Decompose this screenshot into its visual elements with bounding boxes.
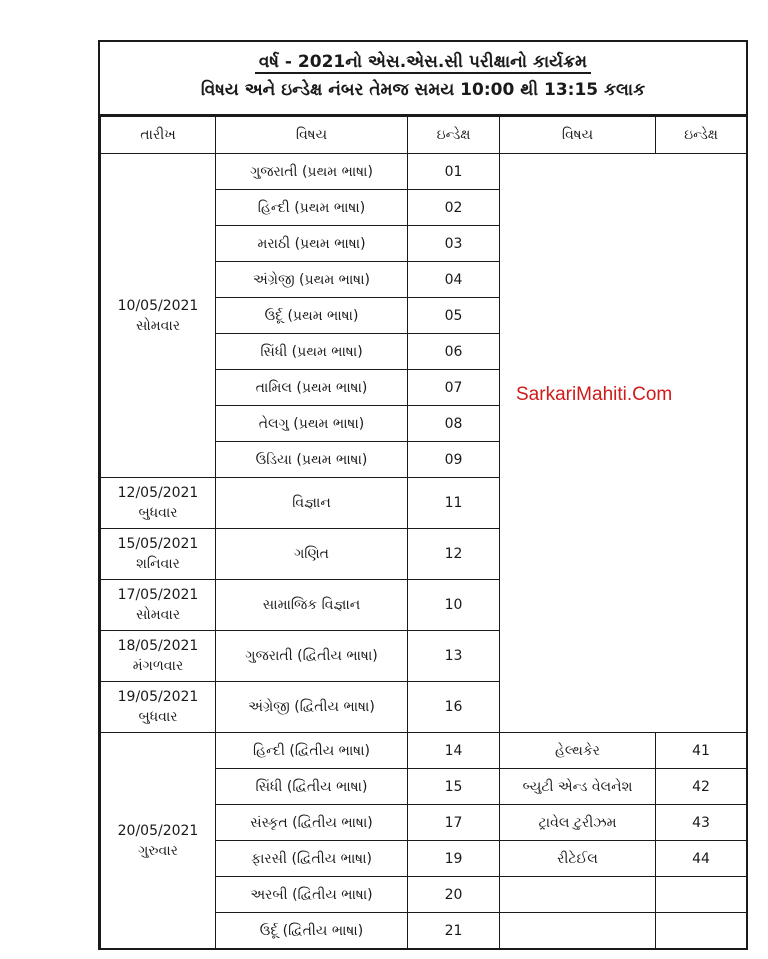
index-cell: 01 bbox=[408, 154, 500, 190]
subject-cell: સંસ્કૃત (દ્વિતીય ભાષા) bbox=[216, 805, 408, 841]
weekday-text: બુધવાર bbox=[138, 505, 178, 521]
watermark-text: SarkariMahiti.Com bbox=[516, 384, 673, 405]
subject-cell: ઉર્દૂ (પ્રથમ ભાષા) bbox=[216, 298, 408, 334]
date-text: 18/05/2021 bbox=[117, 638, 199, 654]
subject-cell: હિન્દી (દ્વિતીય ભાષા) bbox=[216, 733, 408, 769]
schedule-table bbox=[100, 116, 747, 949]
index-cell: 17 bbox=[408, 805, 500, 841]
index2-cell bbox=[656, 877, 747, 913]
subject-cell: અંગ્રેજી (દ્વિતીય ભાષા) bbox=[216, 682, 408, 733]
index-cell: 03 bbox=[408, 226, 500, 262]
col-header-subject: વિષય bbox=[216, 117, 408, 154]
weekday-text: સોમવાર bbox=[135, 317, 181, 334]
date-cell bbox=[101, 580, 216, 631]
subject-cell: સિંધી (પ્રથમ ભાષા) bbox=[216, 334, 408, 370]
subject-cell: સામાજિક વિજ્ઞાન bbox=[216, 580, 408, 631]
subject-cell: અંગ્રેજી (પ્રથમ ભાષા) bbox=[216, 262, 408, 298]
subject-cell: હિન્દી (પ્રથમ ભાષા) bbox=[216, 190, 408, 226]
index2-cell: 43 bbox=[656, 805, 747, 841]
date-text: 17/05/2021 bbox=[117, 587, 199, 603]
schedule-title: વર્ષ - 2021નો એસ.એસ.સી પરીક્ષાનો કાર્યક્રમ bbox=[100, 52, 746, 72]
date-text: 19/05/2021 bbox=[117, 689, 199, 705]
subject2-cell: રીટેઈલ bbox=[500, 841, 656, 877]
date-cell bbox=[101, 631, 216, 682]
index-cell: 05 bbox=[408, 298, 500, 334]
subject-cell: વિજ્ઞાન bbox=[216, 478, 408, 529]
subject-cell: અરબી (દ્વિતીય ભાષા) bbox=[216, 877, 408, 913]
weekday-text: મંગળવાર bbox=[132, 658, 184, 674]
subject-cell: ઉડિયા (પ્રથમ ભાષા) bbox=[216, 442, 408, 478]
index2-cell: 41 bbox=[656, 733, 747, 769]
index-cell: 02 bbox=[408, 190, 500, 226]
subject-cell: તામિલ (પ્રથમ ભાષા) bbox=[216, 370, 408, 406]
weekday-text: બુધવાર bbox=[138, 709, 178, 725]
subject-cell: મરાઠી (પ્રથમ ભાષા) bbox=[216, 226, 408, 262]
date-cell bbox=[101, 682, 216, 733]
subject2-cell bbox=[500, 877, 656, 913]
index-cell: 14 bbox=[408, 733, 500, 769]
schedule-subtitle: વિષય અને ઇન્ડેક્ષ નંબર તેમજ સમય 10:00 થી 13:15 કલાક bbox=[200, 80, 646, 100]
date-text: 20/05/2021 bbox=[117, 822, 199, 839]
index2-cell bbox=[656, 913, 747, 949]
date-cell bbox=[101, 733, 216, 949]
exam-schedule-sheet bbox=[98, 40, 748, 950]
index-cell: 19 bbox=[408, 841, 500, 877]
schedule-header bbox=[100, 42, 746, 116]
weekday-text: સોમવાર bbox=[135, 607, 181, 623]
side-blank-block bbox=[500, 154, 747, 733]
subject-cell: ગુજરાતી (દ્વિતીય ભાષા) bbox=[216, 631, 408, 682]
index-cell: 09 bbox=[408, 442, 500, 478]
index-cell: 20 bbox=[408, 877, 500, 913]
subject2-cell bbox=[500, 913, 656, 949]
index2-cell: 42 bbox=[656, 769, 747, 805]
subject-cell: ગણિત bbox=[216, 529, 408, 580]
subject-cell: ગુજરાતી (પ્રથમ ભાષા) bbox=[216, 154, 408, 190]
index-cell: 10 bbox=[408, 580, 500, 631]
index-cell: 12 bbox=[408, 529, 500, 580]
subject-cell: ઉર્દૂ (દ્વિતીય ભાષા) bbox=[216, 913, 408, 949]
subject-cell: સિંધી (દ્વિતીય ભાષા) bbox=[216, 769, 408, 805]
subject2-cell: હેલ્થકેર bbox=[500, 733, 656, 769]
subject2-cell: ટ્રાવેલ ટુરીઝમ bbox=[500, 805, 656, 841]
index-cell: 16 bbox=[408, 682, 500, 733]
index-cell: 21 bbox=[408, 913, 500, 949]
date-text: 10/05/2021 bbox=[117, 297, 199, 314]
table-row bbox=[101, 733, 747, 769]
index2-cell: 44 bbox=[656, 841, 747, 877]
date-cell bbox=[101, 154, 216, 478]
table-header-row bbox=[101, 117, 747, 154]
index-cell: 07 bbox=[408, 370, 500, 406]
schedule-body bbox=[101, 154, 747, 949]
index-cell: 04 bbox=[408, 262, 500, 298]
date-cell bbox=[101, 529, 216, 580]
table-row bbox=[101, 154, 747, 190]
date-text: 12/05/2021 bbox=[117, 485, 199, 501]
index-cell: 06 bbox=[408, 334, 500, 370]
col-header-index2: ઇન્ડેક્ષ bbox=[656, 117, 747, 154]
col-header-subject2: વિષય bbox=[500, 117, 656, 154]
col-header-date: તારીખ bbox=[101, 117, 216, 154]
date-text: 15/05/2021 bbox=[117, 536, 199, 552]
date-cell bbox=[101, 478, 216, 529]
index-cell: 08 bbox=[408, 406, 500, 442]
weekday-text: શનિવાર bbox=[136, 556, 180, 572]
subject-cell: ફારસી (દ્વિતીય ભાષા) bbox=[216, 841, 408, 877]
index-cell: 13 bbox=[408, 631, 500, 682]
weekday-text: ગુરુવાર bbox=[138, 842, 178, 859]
index-cell: 11 bbox=[408, 478, 500, 529]
col-header-index: ઇન્ડેક્ષ bbox=[408, 117, 500, 154]
subject-cell: તેલગુ (પ્રથમ ભાષા) bbox=[216, 406, 408, 442]
subject2-cell: બ્યુટી એન્ડ વેલનેશ bbox=[500, 769, 656, 805]
index-cell: 15 bbox=[408, 769, 500, 805]
